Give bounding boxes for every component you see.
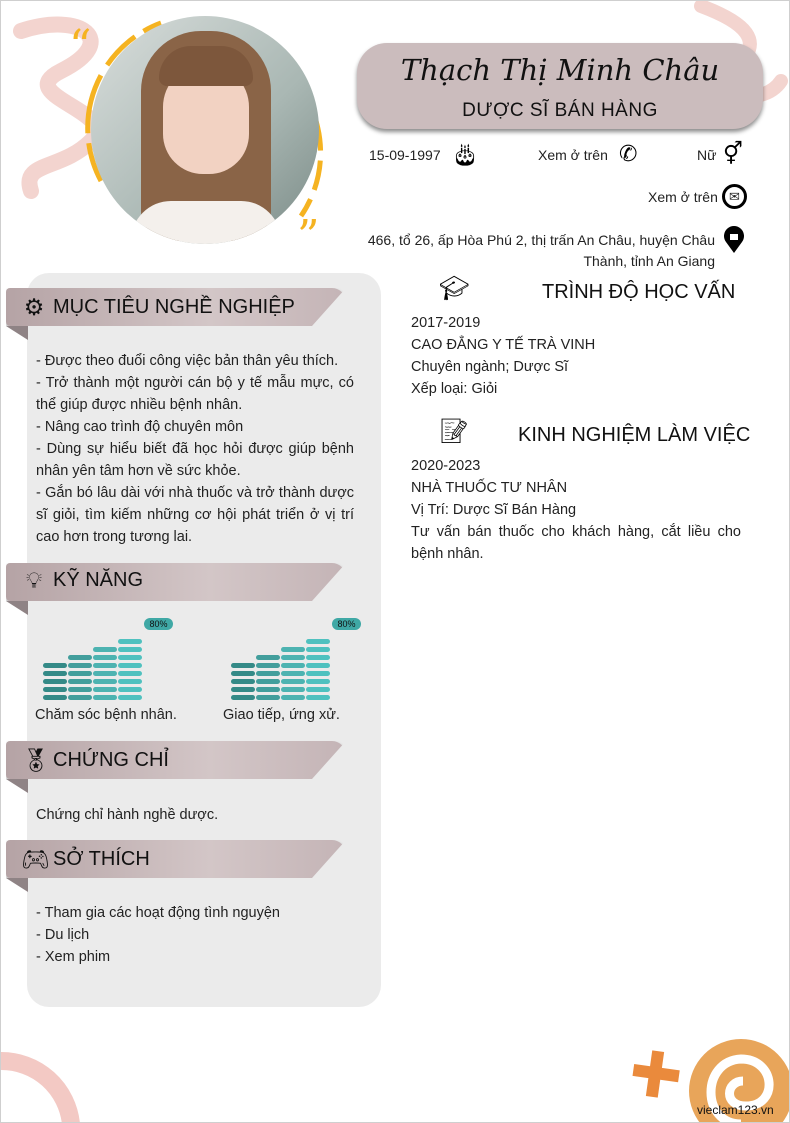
skill-meter-bar: [306, 687, 330, 692]
objective-item: - Gắn bó lâu dài với nhà thuốc và trở thành dược sĩ giỏi, tìm kiếm những cơ hội phát triển ở vị trí cao hơn trong tương lai.: [36, 485, 354, 545]
skill-meter-bar: [43, 679, 67, 684]
skill-name: Giao tiếp, ứng xử.: [223, 707, 340, 723]
phone-text: Xem ở trên: [538, 147, 608, 163]
profile-photo: [91, 16, 319, 244]
medal-icon: 🏅︎: [21, 747, 51, 773]
birthday-text: 15-09-1997: [369, 147, 441, 163]
skill-meter-bar: [306, 663, 330, 668]
address-line-1: 466, tổ 26, ấp Hòa Phú 2, thị trấn An Châu, huyện Châu: [367, 232, 715, 248]
gender-text: Nữ: [697, 147, 717, 163]
address-text: [368, 230, 715, 272]
skill-meter-bar: [118, 687, 142, 692]
skills-title: KỸ NĂNG: [53, 569, 144, 591]
location-pin-icon: [723, 226, 745, 254]
skill-meter-bar: [93, 679, 117, 684]
skill-meter-bar: [231, 663, 255, 668]
education-period: 2017-2019: [411, 315, 481, 331]
envelope-icon: ✉: [722, 184, 747, 209]
experience-position: Vị Trí: Dược Sĩ Bán Hàng: [411, 502, 577, 518]
skill-meter-bar: [256, 695, 280, 700]
quote-open-icon: “: [69, 21, 92, 72]
skill-level-badge: 80%: [144, 618, 173, 630]
skill-meter-bar: [68, 679, 92, 684]
objective-item: - Dùng sự hiểu biết đã học hỏi được giúp bệnh nhân yên tâm hơn về sức khỏe.: [36, 441, 354, 479]
phone-icon: ✆: [619, 141, 638, 166]
hobbies-title: SỞ THÍCH: [53, 848, 150, 870]
skill-meter-bar: [306, 639, 330, 644]
name-banner: [357, 43, 763, 129]
certificate-item: Chứng chỉ hành nghề dược.: [36, 807, 219, 823]
address-line-2: Thành, tỉnh An Giang: [583, 253, 715, 269]
education-school: CAO ĐẲNG Y TẾ TRÀ VINH: [411, 337, 596, 353]
skill-meter-bar: [93, 687, 117, 692]
objective-title: MỤC TIÊU NGHỀ NGHIỆP: [53, 296, 295, 318]
gear-icon: ⚙: [23, 294, 45, 320]
email-text[interactable]: Xem ở trên: [648, 189, 718, 205]
skill-meter-bar: [68, 663, 92, 668]
skill-meter-bar: [256, 663, 280, 668]
orange-plus-icon: [633, 1050, 680, 1097]
skill-level-badge: 80%: [332, 618, 361, 630]
skill-meter-bar: [68, 695, 92, 700]
experience-company: NHÀ THUỐC TƯ NHÂN: [411, 480, 568, 496]
skill-meter-bar: [281, 655, 305, 660]
document-edit-icon: 📝︎: [439, 418, 470, 445]
certificates-title: CHỨNG CHỈ: [53, 749, 169, 771]
skill-meter-bar: [118, 647, 142, 652]
skill-name: Chăm sóc bệnh nhân.: [35, 707, 177, 723]
skill-meter-bar: [281, 671, 305, 676]
hobbies-list: [36, 902, 354, 968]
hobby-item: - Xem phim: [36, 949, 111, 965]
skill-meter-bar: [118, 639, 142, 644]
education-title: TRÌNH ĐỘ HỌC VẤN: [542, 281, 736, 303]
objective-item: - Nâng cao trình độ chuyên môn: [36, 419, 244, 435]
skill-meter-bar: [93, 671, 117, 676]
education-major: Chuyên ngành; Dược Sĩ: [411, 359, 569, 375]
experience-period: 2020-2023: [411, 458, 481, 474]
skill-meter-bar: [306, 679, 330, 684]
skill-meter-bar: [93, 695, 117, 700]
hobby-item: - Du lịch: [36, 927, 90, 943]
experience-description: Tư vấn bán thuốc cho khách hàng, cắt liều cho bệnh nhân.: [411, 524, 741, 562]
hobby-item: - Tham gia các hoạt động tình nguyện: [36, 905, 280, 921]
skill-meter-bar: [118, 671, 142, 676]
skill-meter-bar: [118, 695, 142, 700]
skill-meter-bar: [256, 687, 280, 692]
skill-meter-bar: [118, 679, 142, 684]
pink-arc-bottom: [1, 1061, 71, 1123]
skill-meter-bar: [68, 671, 92, 676]
watermark: vieclam123.vn: [697, 1103, 774, 1117]
skill-meter-bar: [231, 695, 255, 700]
graduation-cap-icon: 🎓︎: [439, 275, 470, 302]
skill-meter-bar: [306, 655, 330, 660]
skill-meter-bar: [256, 671, 280, 676]
skill-meter-bar: [93, 655, 117, 660]
education-details: [411, 312, 741, 400]
skill-meter-bar: [93, 663, 117, 668]
skill-meter-bar: [306, 695, 330, 700]
skill-meter-bar: [231, 687, 255, 692]
experience-details: [411, 455, 741, 565]
education-rank: Xếp loại: Giỏi: [411, 381, 498, 397]
skill-meter-bar: [43, 695, 67, 700]
skill-meter-bar: [231, 679, 255, 684]
gamepad-icon: 🎮︎: [21, 846, 51, 872]
skill-meter-bar: [256, 655, 280, 660]
skill-meter-bar: [281, 647, 305, 652]
skill-meter-bar: [68, 687, 92, 692]
skill-meter-bar: [43, 671, 67, 676]
skill-meter-bar: [281, 663, 305, 668]
gender-icon: ⚥: [723, 141, 743, 166]
skill-meter-bar: [43, 663, 67, 668]
skill-meter-bar: [118, 655, 142, 660]
objective-item: - Trở thành một người cán bộ y tế mẫu mực, có thể giúp được nhiều bệnh nhân.: [36, 375, 354, 413]
job-title: DƯỢC SĨ BÁN HÀNG: [462, 100, 658, 121]
skill-meter-bar: [43, 687, 67, 692]
skill-meter-bar: [231, 671, 255, 676]
skill-meter-bar: [256, 679, 280, 684]
skill-meter-bar: [281, 695, 305, 700]
experience-title: KINH NGHIỆM LÀM VIỆC: [518, 424, 751, 446]
objective-item: - Được theo đuổi công việc bản thân yêu thích.: [36, 353, 339, 369]
skill-meter-bar: [118, 663, 142, 668]
full-name: Thạch Thị Minh Châu: [400, 53, 720, 87]
skill-meter-bar: [306, 671, 330, 676]
lightbulb-icon: 💡︎: [25, 567, 43, 593]
birthday-cake-icon: 🎂︎: [451, 142, 479, 167]
quote-close-icon: ”: [297, 211, 320, 262]
skill-meter-bar: [281, 687, 305, 692]
skill-meter-bar: [68, 655, 92, 660]
skill-meter-bar: [306, 647, 330, 652]
skill-meter-bar: [281, 679, 305, 684]
objective-list: [36, 350, 354, 548]
skill-meter-bar: [93, 647, 117, 652]
